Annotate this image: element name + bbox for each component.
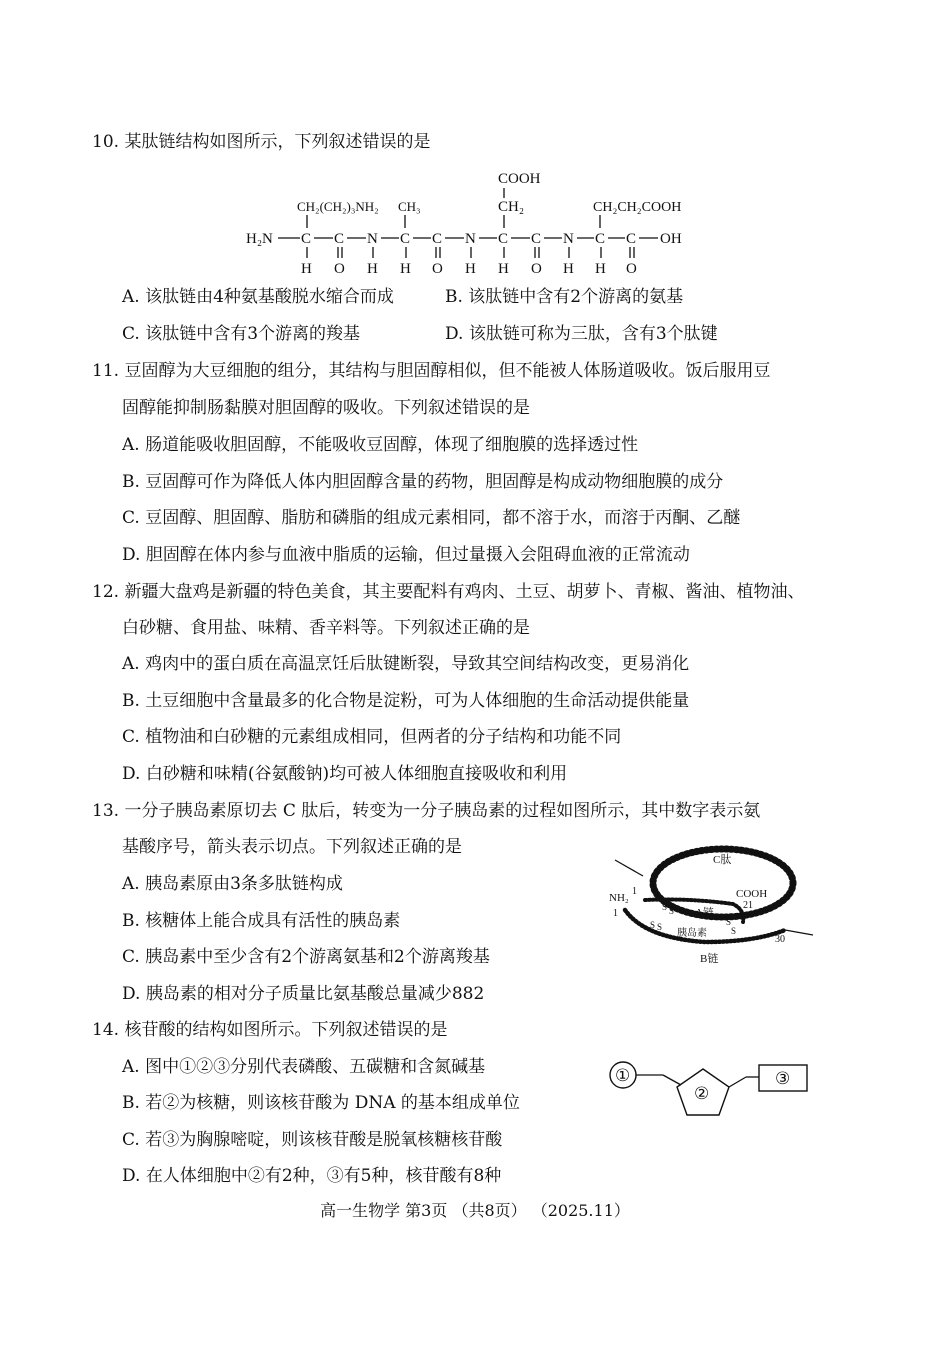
q12-stem-line2: 白砂糖、食用盐、味精、香辛料等。下列叙述正确的是 — [122, 618, 530, 638]
q12-stem-line1: 12. 新疆大盘鸡是新疆的特色美食，其主要配料有鸡肉、土豆、胡萝卜、青椒、酱油、植物油、 — [92, 582, 805, 602]
svg-text:H: H — [465, 261, 476, 277]
insulin-label: 胰岛素 — [677, 928, 707, 939]
q13-option-b: B. 核糖体上能合成具有活性的胰岛素 — [122, 911, 401, 931]
svg-text:S: S — [650, 920, 656, 930]
nucleotide-diagram — [605, 1055, 815, 1130]
q12-option-a: A. 鸡肉中的蛋白质在高温烹饪后肽键断裂，导致其空间结构改变，更易消化 — [122, 654, 690, 674]
q12-option-b: B. 土豆细胞中含量最多的化合物是淀粉，可为人体细胞的生命活动提供能量 — [122, 691, 690, 711]
q11-stem-line1: 11. 豆固醇为大豆细胞的组分，其结构与胆固醇相似，但不能被人体肠道吸收。饭后服用豆 — [92, 361, 771, 381]
q13-stem-line2: 基酸序号，箭头表示切点。下列叙述正确的是 — [122, 837, 462, 857]
formula-h2n: H₂N — [246, 231, 273, 247]
svg-text:H: H — [301, 261, 312, 277]
svg-text:C: C — [334, 231, 345, 247]
q13-stem-line1: 13. 一分子胰岛素原切去 C 肽后，转变为一分子胰岛素的过程如图所示，其中数字表示氨 — [92, 801, 761, 821]
q10-option-d: D. 该肽链可称为三肽，含有3个肽键 — [445, 324, 718, 344]
q10-option-a: A. 该肽链由4种氨基酸脱水缩合而成 — [122, 287, 394, 307]
svg-text:H: H — [367, 261, 378, 277]
svg-text:H: H — [498, 261, 509, 277]
base-label: ③ — [775, 1069, 791, 1088]
svg-text:O: O — [531, 261, 542, 277]
q13-option-d: D. 胰岛素的相对分子质量比氨基酸总量减少882 — [122, 984, 485, 1004]
formula-oh: OH — [660, 231, 682, 247]
svg-text:S: S — [669, 906, 675, 916]
svg-text:H: H — [563, 261, 574, 277]
q11-option-c: C. 豆固醇、胆固醇、脂肪和磷脂的组成元素相同，都不溶于水，而溶于丙酮、乙醚 — [122, 508, 741, 528]
svg-text:N: N — [367, 231, 378, 247]
a-chain-label: A链 — [695, 907, 714, 919]
cooh-label: COOH — [736, 888, 768, 900]
svg-text:S: S — [726, 917, 732, 927]
q12-option-c: C. 植物油和白砂糖的元素组成相同，但两者的分子结构和功能不同 — [122, 727, 622, 747]
svg-text:N: N — [465, 231, 476, 247]
svg-text:C: C — [626, 231, 637, 247]
q13-option-a: A. 胰岛素原由3条多肽链构成 — [122, 874, 343, 894]
q12-option-d: D. 白砂糖和味精(谷氨酸钠)均可被人体细胞直接吸收和利用 — [122, 764, 568, 784]
formula-side-chain-2: CH₃ — [398, 199, 421, 214]
label-30: 30 — [775, 934, 785, 945]
sugar-label: ② — [694, 1084, 710, 1103]
q14-option-c: C. 若③为胸腺嘧啶，则该核苷酸是脱氧核糖核苷酸 — [122, 1130, 503, 1150]
c-peptide-label: C肽 — [713, 854, 732, 866]
formula-side-chain-3: CH₂ — [498, 199, 525, 215]
q10-option-c: C. 该肽链中含有3个游离的羧基 — [122, 324, 361, 344]
formula-cooh-top: COOH — [498, 171, 541, 187]
svg-text:C: C — [531, 231, 542, 247]
svg-text:C: C — [400, 231, 411, 247]
svg-text:C: C — [301, 231, 312, 247]
svg-text:H: H — [400, 261, 411, 277]
svg-text:C: C — [498, 231, 509, 247]
phosphate-label: ① — [615, 1066, 631, 1085]
peptide-structure-formula — [240, 165, 700, 280]
q11-stem-line2: 固醇能抑制肠黏膜对胆固醇的吸收。下列叙述错误的是 — [122, 398, 530, 418]
formula-side-chain-4: CH₂CH₂COOH — [593, 200, 682, 215]
formula-side-chain-1: CH₂(CH₂)₃NH₂ — [297, 199, 379, 214]
svg-text:S: S — [662, 902, 668, 912]
label-1-b: 1 — [613, 908, 618, 919]
q10-option-b: B. 该肽链中含有2个游离的氨基 — [445, 287, 684, 307]
q14-stem: 14. 核苷酸的结构如图所示。下列叙述错误的是 — [92, 1020, 448, 1040]
q11-option-a: A. 肠道能吸收胆固醇，不能吸收豆固醇，体现了细胞膜的选择透过性 — [122, 435, 639, 455]
svg-text:S: S — [657, 922, 663, 932]
q11-option-d: D. 胆固醇在体内参与血液中脂质的运输，但过量摄入会阻碍血液的正常流动 — [122, 545, 690, 565]
q11-option-b: B. 豆固醇可作为降低人体内胆固醇含量的药物，胆固醇是构成动物细胞膜的成分 — [122, 472, 724, 492]
svg-text:S: S — [731, 926, 737, 936]
q10-stem: 10. 某肽链结构如图所示，下列叙述错误的是 — [92, 132, 431, 152]
nh2-label: NH₂ — [609, 892, 629, 904]
q13-option-c: C. 胰岛素中至少含有2个游离氨基和2个游离羧基 — [122, 947, 490, 967]
svg-text:C: C — [595, 231, 606, 247]
b-chain-label: B链 — [700, 953, 719, 965]
q14-option-d: D. 在人体细胞中②有2种，③有5种，核苷酸有8种 — [122, 1166, 502, 1186]
page-footer: 高一生物学 第3页 （共8页） （2025.11） — [320, 1201, 630, 1220]
svg-text:N: N — [563, 231, 574, 247]
label-21: 21 — [743, 900, 753, 911]
svg-text:O: O — [432, 261, 443, 277]
svg-text:O: O — [626, 261, 637, 277]
svg-text:C: C — [432, 231, 443, 247]
svg-text:O: O — [334, 261, 345, 277]
svg-text:H: H — [595, 261, 606, 277]
label-1-a: 1 — [632, 886, 637, 897]
proinsulin-diagram — [605, 838, 820, 973]
q14-option-a: A. 图中①②③分别代表磷酸、五碳糖和含氮碱基 — [122, 1057, 486, 1077]
q14-option-b: B. 若②为核糖，则该核苷酸为 DNA 的基本组成单位 — [122, 1093, 520, 1113]
